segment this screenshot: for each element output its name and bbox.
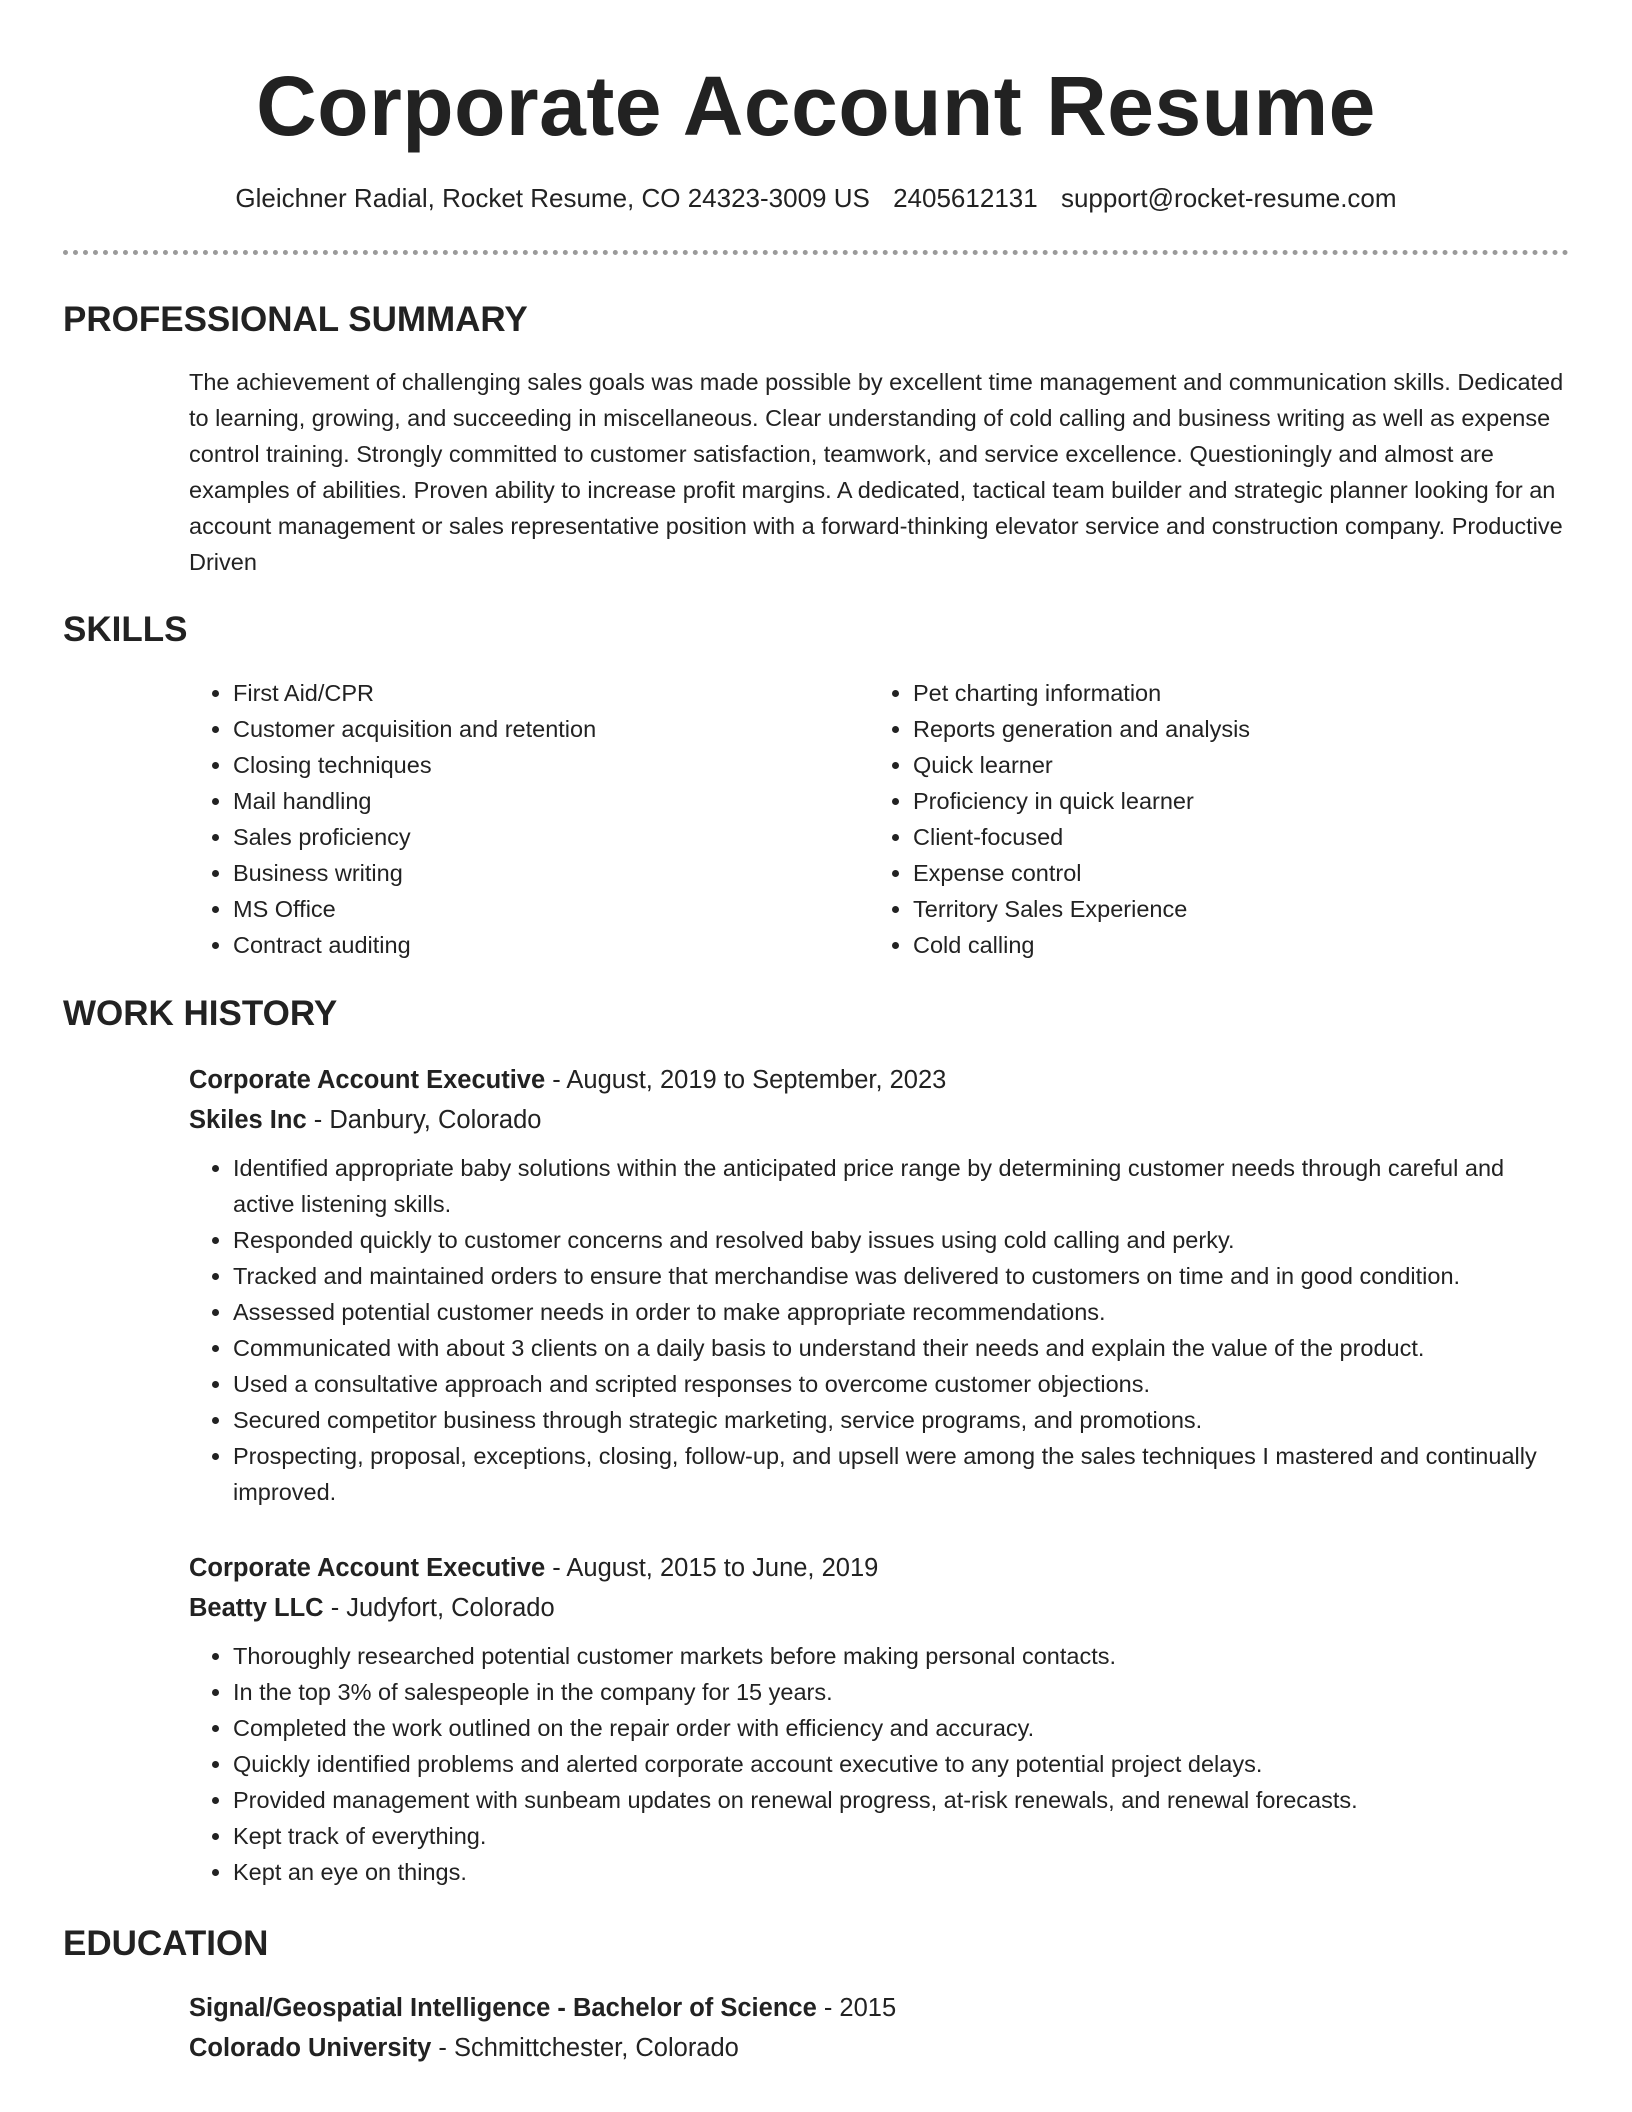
- job-bullet: • Kept an eye on things.: [233, 1854, 1569, 1890]
- job-dates: - August, 2015 to June, 2019: [545, 1554, 879, 1582]
- skill-item: • Reports generation and analysis: [913, 711, 1569, 747]
- degree-year: - 2015: [816, 1994, 897, 2022]
- education-heading: EDUCATION: [63, 1924, 269, 1963]
- degree-line: [189, 1988, 1569, 2028]
- contact-line: [0, 180, 1632, 216]
- resume-title: Corporate Account Resume: [256, 59, 1376, 153]
- job-entry: [189, 1548, 1569, 1890]
- job-location: - Judyfort, Colorado: [323, 1594, 555, 1622]
- job-title-line: [189, 1060, 1569, 1100]
- job-bullets: [189, 1150, 1569, 1510]
- job-dates: - August, 2019 to September, 2023: [545, 1066, 947, 1094]
- skills-heading: SKILLS: [63, 610, 188, 649]
- skill-item: • MS Office: [233, 891, 869, 927]
- skills-list-right: [869, 675, 1569, 963]
- skill-item: • Quick learner: [913, 747, 1569, 783]
- skill-item: • Business writing: [233, 855, 869, 891]
- skill-item: • Closing techniques: [233, 747, 869, 783]
- job-bullet: • Communicated with about 3 clients on a daily basis to understand their needs and explain the value of the product.: [233, 1330, 1569, 1366]
- address: Gleichner Radial, Rocket Resume, CO 24323-3009 US: [235, 183, 870, 213]
- header-divider: [63, 250, 1569, 255]
- job-company-line: [189, 1100, 1569, 1140]
- job-title-line: [189, 1548, 1569, 1588]
- job-bullet: • Secured competitor business through strategic marketing, service programs, and promotions.: [233, 1402, 1569, 1438]
- job-bullets: [189, 1638, 1569, 1890]
- phone: 2405612131: [893, 183, 1038, 213]
- job-bullet: • Quickly identified problems and alerted corporate account executive to any potential project delays.: [233, 1746, 1569, 1782]
- job-bullet: • Assessed potential customer needs in order to make appropriate recommendations.: [233, 1294, 1569, 1330]
- job-company: Beatty LLC: [189, 1594, 324, 1622]
- job-company-line: [189, 1588, 1569, 1628]
- job-title: Corporate Account Executive: [189, 1554, 546, 1582]
- job-title: Corporate Account Executive: [189, 1066, 546, 1094]
- degree: Signal/Geospatial Intelligence - Bachelor of Science: [189, 1994, 817, 2022]
- skill-item: • Expense control: [913, 855, 1569, 891]
- skill-item: • Contract auditing: [233, 927, 869, 963]
- summary-text: The achievement of challenging sales goals was made possible by excellent time management and communication skills. Dedicated to learning, growing, and succeeding in miscellaneous. Clear understanding of cold calling and business writing as well as expense control training. Strongly committed to customer satisfaction, teamwork, and service excellence. Questioningly and almost are examples of abilities. Proven ability to increase profit margins. A dedicated, tactical team builder and strategic planner looking for an account management or sales representative position with a forward-thinking elevator service and construction company. Productive Driven: [189, 369, 1564, 575]
- job-bullet: • Completed the work outlined on the repair order with efficiency and accuracy.: [233, 1710, 1569, 1746]
- job-bullet: • Tracked and maintained orders to ensure that merchandise was delivered to customers on time and in good condition.: [233, 1258, 1569, 1294]
- skill-item: • Sales proficiency: [233, 819, 869, 855]
- skills-list-left: [189, 675, 869, 963]
- skills-column-left: [189, 675, 869, 963]
- skills-column-right: [869, 675, 1569, 963]
- summary-block: [189, 364, 1569, 580]
- job-bullet: • In the top 3% of salespeople in the company for 15 years.: [233, 1674, 1569, 1710]
- school-line: [189, 2028, 1569, 2068]
- work-history-heading: WORK HISTORY: [63, 994, 338, 1033]
- skill-item: • Customer acquisition and retention: [233, 711, 869, 747]
- job-bullet: • Kept track of everything.: [233, 1818, 1569, 1854]
- skill-item: • Mail handling: [233, 783, 869, 819]
- skills-block: [189, 675, 1569, 975]
- skill-item: • Client-focused: [913, 819, 1569, 855]
- job-entry: [189, 1060, 1569, 1510]
- job-bullet: • Provided management with sunbeam updates on renewal progress, at-risk renewals, and renewal forecasts.: [233, 1782, 1569, 1818]
- summary-heading: PROFESSIONAL SUMMARY: [63, 300, 528, 339]
- job-company: Skiles Inc: [189, 1106, 307, 1134]
- job-bullet: • Responded quickly to customer concerns and resolved baby issues using cold calling and perky.: [233, 1222, 1569, 1258]
- school-location: - Schmittchester, Colorado: [431, 2034, 739, 2062]
- education-entry: [189, 1988, 1569, 2068]
- job-bullet: • Thoroughly researched potential customer markets before making personal contacts.: [233, 1638, 1569, 1674]
- skill-item: • Cold calling: [913, 927, 1569, 963]
- job-location: - Danbury, Colorado: [306, 1106, 542, 1134]
- job-bullet: • Identified appropriate baby solutions within the anticipated price range by determining customer needs through careful and active listening skills.: [233, 1150, 1569, 1222]
- skill-item: • Territory Sales Experience: [913, 891, 1569, 927]
- email: support@rocket-resume.com: [1060, 183, 1397, 213]
- skill-item: • Proficiency in quick learner: [913, 783, 1569, 819]
- school: Colorado University: [189, 2034, 432, 2062]
- job-bullet: • Prospecting, proposal, exceptions, closing, follow-up, and upsell were among the sales techniques I mastered and continually improved.: [233, 1438, 1569, 1510]
- job-bullet: • Used a consultative approach and scripted responses to overcome customer objections.: [233, 1366, 1569, 1402]
- skill-item: • First Aid/CPR: [233, 675, 869, 711]
- skill-item: • Pet charting information: [913, 675, 1569, 711]
